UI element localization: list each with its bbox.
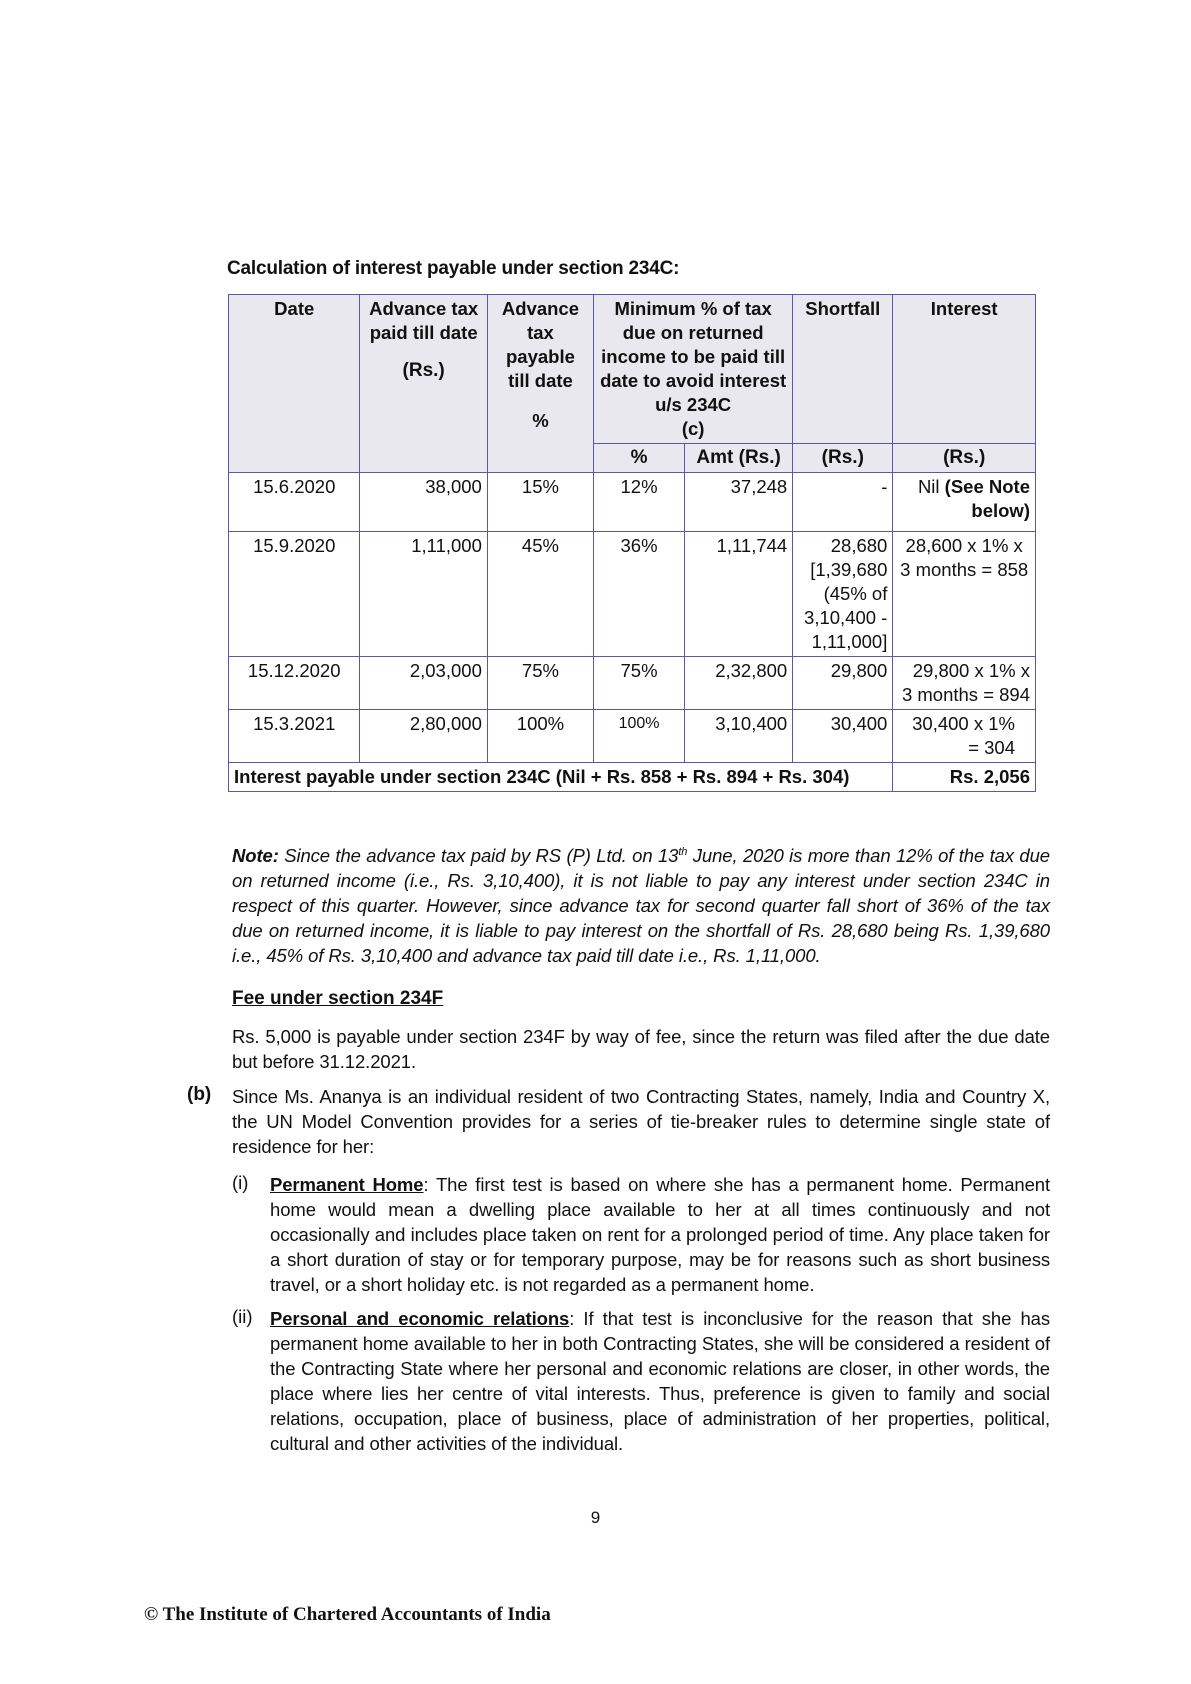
header-pct: %: [594, 444, 685, 473]
cell-paid: 38,000: [360, 473, 487, 532]
cell-min-amt: 37,248: [685, 473, 793, 532]
total-value: Rs. 2,056: [893, 763, 1036, 792]
header-advance-payable: Advance tax payable till date %: [487, 295, 593, 473]
cell-payable-pct: 100%: [487, 710, 593, 763]
interest-text: Nil: [917, 476, 945, 497]
cell-shortfall: -: [793, 473, 893, 532]
table-row: [229, 657, 1036, 710]
cell-min-pct: 100%: [594, 710, 685, 763]
note-text-cont: June, 2020 is more than 12% of the tax due on returned income (i.e., Rs. 3,10,400), it is not liable to pay any interest under section 234C in respect of this quarter. However, since advance tax for second quarter fall short of 36% of the tax due on returned income, it is liable to pay interest on the shortfall of Rs. 28,680 being Rs. 1,39,680 i.e., 45% of Rs. 3,10,400 and advance tax paid till date i.e., Rs. 1,11,000.: [232, 845, 1050, 967]
table-total-row: [229, 763, 1036, 792]
cell-interest: 29,800 x 1% x 3 months = 894: [893, 657, 1036, 710]
header-interest: Interest: [893, 295, 1036, 444]
cell-date: 15.6.2020: [229, 473, 360, 532]
item-ii-text: : If that test is inconclusive for the reason that she has permanent home available to her in both Contracting States, she will be considered a resident of the Contracting State where her personal and economic relations are closer, in other words, the place where lies her centre of vital interests. Thus, preference is given to family and social relations, occupation, place of business, place of administration of her properties, political, cultural and other activities of the individual.: [270, 1308, 1050, 1454]
item-ii-marker: (ii): [232, 1306, 253, 1327]
cell-payable-pct: 15%: [487, 473, 593, 532]
note-text: Since the advance tax paid by RS (P) Ltd. on 13: [278, 845, 679, 867]
page-number: 9: [590, 1508, 601, 1527]
cell-interest: 28,600 x 1% x 3 months = 858: [893, 532, 1036, 657]
header-shortfall: Shortfall: [793, 295, 893, 444]
total-label: Interest payable under section 234C (Nil + Rs. 858 + Rs. 894 + Rs. 304): [229, 763, 893, 792]
note-label: Note:: [232, 845, 279, 867]
interest-table: [228, 294, 1036, 792]
cell-shortfall: 29,800: [793, 657, 893, 710]
cell-min-amt: 1,11,744: [685, 532, 793, 657]
item-i-marker: (i): [232, 1172, 249, 1193]
shortfall-detail: [1,39,680 (45% of 3,10,400 - 1,11,000]: [804, 559, 888, 652]
cell-shortfall: [793, 532, 893, 657]
section-heading: Calculation of interest payable under section 234C:: [227, 258, 680, 279]
cell-paid: 1,11,000: [360, 532, 487, 657]
cell-interest: 30,400 x 1% = 304: [893, 710, 1036, 763]
header-minimum: Minimum % of tax due on returned income to be paid till date to avoid interest u/s 234C (c): [594, 295, 793, 444]
cell-payable-pct: 45%: [487, 532, 593, 657]
part-b-intro: Since Ms. Ananya is an individual resident of two Contracting States, namely, India and Country X, the UN Model Convention provides for a series of tie-breaker rules to determine single state of residence for her:: [232, 1086, 1050, 1157]
cell-date: 15.12.2020: [229, 657, 360, 710]
cell-date: 15.9.2020: [229, 532, 360, 657]
cell-shortfall: 30,400: [793, 710, 893, 763]
header-interest-unit: (Rs.): [893, 444, 1036, 473]
header-amt: Amt (Rs.): [685, 444, 793, 473]
cell-payable-pct: 75%: [487, 657, 593, 710]
item-i-text: : The first test is based on where she has a permanent home. Permanent home would mean a dwelling place available to her at all times continuously and not occasionally and includes place taken on rent for a prolonged period of time. Any place taken for a short duration of stay or for temporary purpose, may be for reasons such as short business travel, or a short holiday etc. is not regarded as a permanent home.: [270, 1174, 1050, 1295]
cell-date: 15.3.2021: [229, 710, 360, 763]
item-ii-paragraph: [270, 1306, 1050, 1456]
cell-interest: [893, 473, 1036, 532]
footer-copyright: © The Institute of Chartered Accountants of India: [144, 1604, 551, 1625]
cell-min-pct: 12%: [594, 473, 685, 532]
cell-min-amt: 3,10,400: [685, 710, 793, 763]
part-b-marker: (b): [187, 1084, 212, 1105]
cell-min-pct: 75%: [594, 657, 685, 710]
header-date: Date: [229, 295, 360, 473]
cell-paid: 2,03,000: [360, 657, 487, 710]
note-sup: th: [678, 846, 688, 858]
item-i-paragraph: [270, 1172, 1050, 1297]
cell-paid: 2,80,000: [360, 710, 487, 763]
shortfall-value: 28,680: [830, 535, 888, 556]
header-shortfall-unit: (Rs.): [793, 444, 893, 473]
fee-heading: Fee under section 234F: [232, 988, 444, 1009]
table-row: [229, 710, 1036, 763]
item-ii-title: Personal and economic relations: [270, 1308, 570, 1329]
item-i-title: Permanent Home: [270, 1174, 424, 1195]
cell-min-pct: 36%: [594, 532, 685, 657]
table-row: [229, 532, 1036, 657]
table-row: [229, 473, 1036, 532]
cell-min-amt: 2,32,800: [685, 657, 793, 710]
interest-note-ref: (See Note below): [944, 476, 1030, 521]
note-paragraph: [232, 840, 1050, 968]
header-advance-paid: Advance tax paid till date (Rs.): [360, 295, 487, 473]
fee-paragraph: Rs. 5,000 is payable under section 234F by way of fee, since the return was filed after the due date but before 31.12.2021.: [232, 1026, 1050, 1072]
table-header-row: [229, 295, 1036, 444]
